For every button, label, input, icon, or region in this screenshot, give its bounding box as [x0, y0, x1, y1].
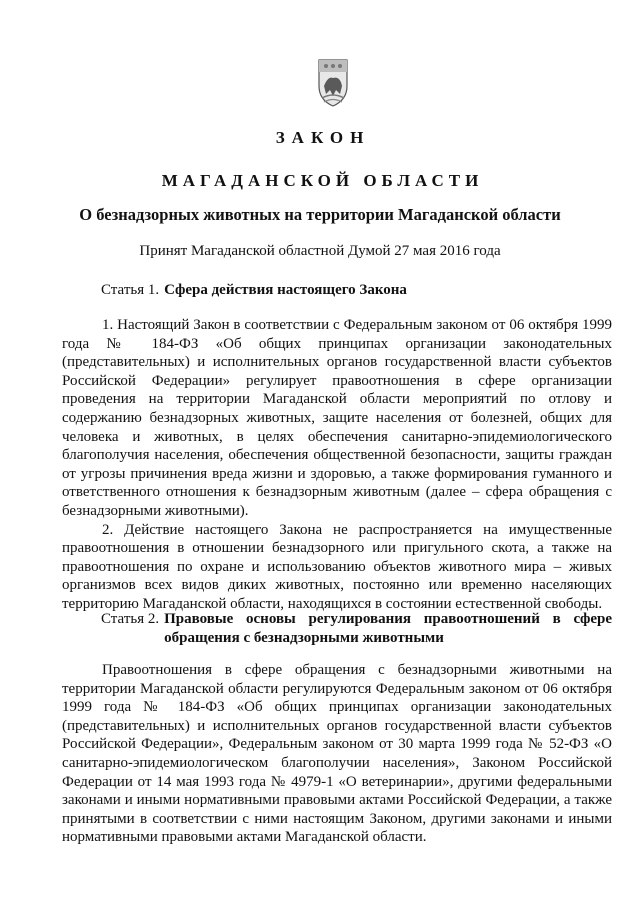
- adoption-line: Принят Магаданской областной Думой 27 мая 2016 года: [139, 243, 501, 259]
- law-title: ЗАКОН: [275, 128, 371, 147]
- article-1-title: Сфера действия настоящего Закона: [164, 282, 407, 298]
- coat-of-arms-icon: [316, 56, 350, 108]
- article-1-heading: [101, 281, 601, 300]
- article-1-paragraph-1: 1. Настоящий Закон в соответствии с Федеральным законом от 06 октября 1999 года № 184-ФЗ «Об общих принципах организации законодательных (представительных) и исполнительных органов государственной власти субъектов Российской Федерации» регулирует правоотношения в сфере организации проведения на территории Магаданской области мероприятий по отлову и содержанию безнадзорных животных, защите населения от болезней, общих для человека и животных, в целях обеспечения санитарно-эпидемиологического благополучия населения, обеспечения общественной безопасности, защиты граждан от угрозы причинения вреда жизни и здоровью, а также формирования гуманного и ответственного отношения к безнадзорным животным (далее – сфера обращения с безнадзорными животными).: [62, 317, 612, 519]
- law-subtitle: О безнадзорных животных на территории Магаданской области: [79, 205, 561, 224]
- article-1-paragraph-2: 2. Действие настоящего Закона не распространяется на имущественные правоотношения в отношении безнадзорного или пригульного скота, а также на правоотношения по охране и использованию объектов животного мира – живых организмов всех видов диких животных, постоянно или временно населяющих территорию Магаданской области, находящихся в состоянии естественной свободы.: [62, 521, 612, 612]
- article-1-number: Статья 1.: [101, 282, 160, 298]
- article-2-heading: [101, 610, 612, 647]
- article-2-title: Правовые основы регулирования правоотношений в сфере обращения с безнадзорными животными: [164, 611, 612, 646]
- article-2-body: [62, 661, 612, 847]
- region-title: МАГАДАНСКОЙ ОБЛАСТИ: [161, 171, 484, 190]
- article-2-paragraph-1: Правоотношения в сфере обращения с безнадзорными животными на территории Магаданской области регулируются Федеральным законом от 06 октября 1999 года № 184-ФЗ «Об общих принципах организации законодательных (представительных) и исполнительных органов государственной власти субъектов Российской Федерации», Федеральным законом от 30 марта 1999 года № 52-ФЗ «О санитарно-эпидемиологическом благополучии населения», Законом Российской Федерации от 14 мая 1993 года № 4979-1 «О ветеринарии», другими федеральными законами и иными нормативными правовыми актами Российской Федерации, а также принятыми в соответствии с ними настоящим Законом, другими законами и иными нормативными правовыми актами Магаданской области.: [62, 662, 612, 846]
- article-1-body: [62, 316, 612, 614]
- article-2-number: Статья 2.: [101, 611, 160, 627]
